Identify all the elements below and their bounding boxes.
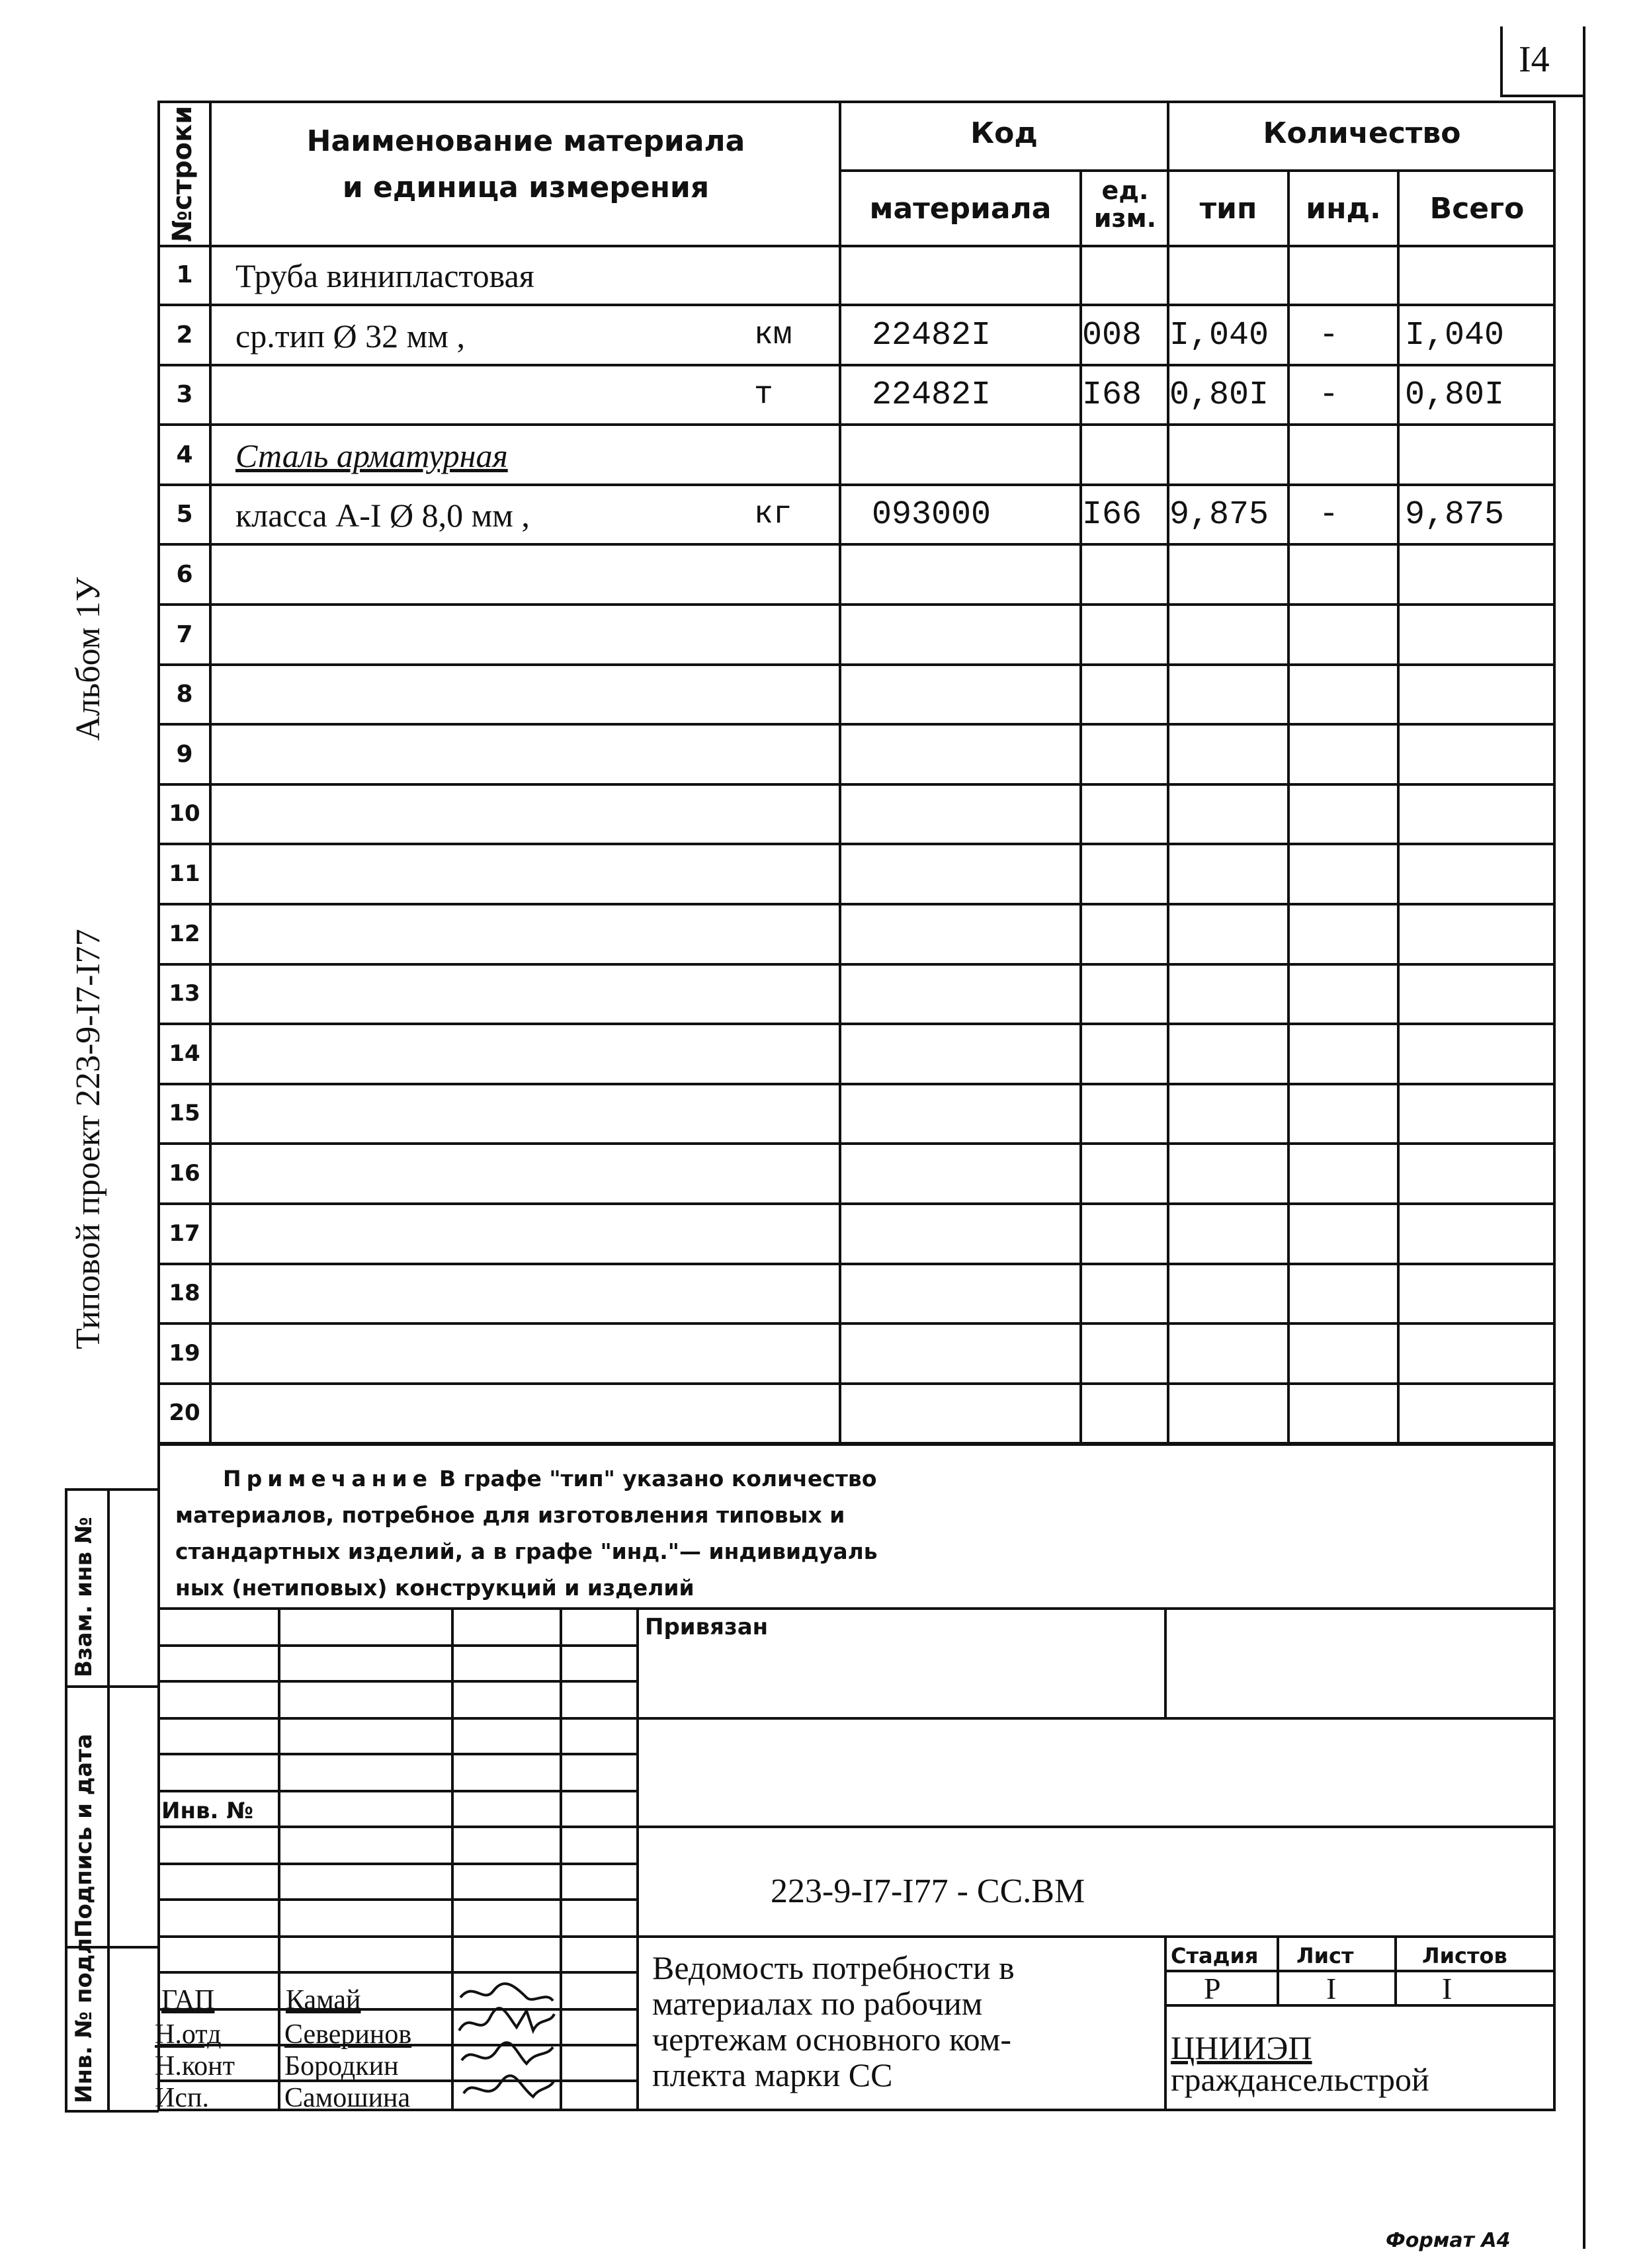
table-right-line — [1553, 101, 1556, 2111]
header-qty-ind: инд. — [1306, 192, 1381, 226]
col-rowno-line — [209, 101, 212, 1446]
table-row-line — [159, 1382, 1554, 1385]
row-qty-type: 9,875 — [1169, 496, 1269, 534]
col-total-line — [1397, 169, 1400, 1446]
tb-row-9 — [159, 1935, 1554, 1938]
tb-row-3 — [159, 1717, 638, 1720]
note-line-2: материалов, потребное для изготовления типовых и — [175, 1502, 845, 1528]
tb-organization — [1171, 2029, 1429, 2098]
col-code-line — [839, 101, 841, 1446]
table-row-line — [159, 1083, 1554, 1085]
tb-stage-value: Р — [1204, 1972, 1221, 2005]
stamp-inv-podl: Инв. № подл. — [71, 1929, 97, 2103]
row-qty-type: I,040 — [1169, 317, 1269, 355]
stamp-vzam-inv: Взам. инв № — [71, 1517, 97, 1677]
tb-title-line-1: Ведомость потребности в — [652, 1949, 1015, 1986]
tb-privyazan-bottom — [638, 1717, 1554, 1720]
table-row-line — [159, 1263, 1554, 1265]
tb-row-4 — [159, 1753, 638, 1755]
table-row-line — [159, 423, 1554, 426]
row-qty-type: 0,80I — [1169, 376, 1269, 414]
tb-row-2 — [159, 1680, 638, 1683]
table-top-line — [159, 101, 1556, 103]
table-row-line — [159, 783, 1554, 786]
header-qty-total: Всего — [1429, 192, 1525, 226]
signatory-role: Н.конт — [155, 2051, 235, 2081]
tb-mid-line — [638, 1826, 1554, 1828]
col-ind-line — [1287, 169, 1290, 1446]
row-number: 15 — [169, 1100, 200, 1126]
tb-title-line-2: материалах по рабочим — [652, 1985, 983, 2022]
row-number: 3 — [176, 381, 193, 408]
table-row-line — [159, 304, 1554, 306]
row-number: 17 — [169, 1220, 200, 1247]
table-row-line — [159, 963, 1554, 966]
row-code: 22482I — [872, 376, 991, 414]
row-number: 19 — [169, 1340, 200, 1366]
row-unit-code: I66 — [1082, 496, 1142, 534]
sheet-number: I4 — [1519, 39, 1550, 80]
header-subrow-line — [840, 169, 1554, 172]
row-number: 8 — [176, 681, 193, 708]
row-number: 16 — [169, 1160, 200, 1187]
header-qty-type: тип — [1199, 192, 1257, 226]
tb-privyazan: Привязан — [645, 1614, 769, 1640]
sheet-number-box-bottom — [1501, 95, 1585, 97]
tb-row-7 — [159, 1863, 638, 1865]
tb-stage-header-line — [1165, 1970, 1554, 1972]
row-qty-total: I,040 — [1405, 317, 1505, 355]
row-code: 093000 — [872, 496, 991, 534]
tb-privyazan-right — [1164, 1607, 1167, 1718]
tb-org-line-1: ЦНИИЭП — [1171, 2029, 1312, 2066]
table-row-line — [159, 1023, 1554, 1025]
note-line-4: ных (нетиповых) конструкций и изделий — [175, 1575, 695, 1601]
table-row-line — [159, 903, 1554, 905]
tb-col-3 — [560, 1607, 562, 2110]
stamp-bottom-line — [65, 2110, 159, 2113]
tb-org-line-2: граждансельстрой — [1171, 2061, 1429, 2098]
signatory-name: Камай — [286, 1985, 361, 2015]
row-number: 10 — [169, 800, 200, 827]
row-number: 5 — [176, 501, 193, 528]
row-number: 2 — [176, 321, 193, 349]
row-unit: км — [754, 317, 792, 353]
row-number: 12 — [169, 921, 200, 947]
note-block — [175, 1460, 878, 1606]
signatory-name: Северинов — [284, 2019, 412, 2050]
table-body-bottom-line — [159, 1443, 1554, 1446]
row-qty-total: 0,80I — [1405, 376, 1505, 414]
row-name: класса А-I Ø 8,0 мм , — [235, 497, 530, 534]
stamp-top-line — [65, 1488, 159, 1491]
table-row-line — [159, 1142, 1554, 1145]
note-line-1: Примечание В графе "тип" указано количество — [223, 1466, 877, 1491]
table-row-line — [159, 663, 1554, 666]
tb-title-line-3: чертежам основного ком- — [652, 2021, 1012, 2058]
tb-stage-col-2 — [1394, 1935, 1397, 2005]
row-qty-ind: - — [1319, 376, 1339, 414]
row-name: Сталь арматурная — [235, 437, 508, 474]
tb-col-4 — [636, 1607, 639, 2110]
header-name-line2: и единица измерения — [342, 171, 710, 204]
table-row-line — [159, 483, 1554, 486]
stamp-col-right — [107, 1488, 110, 2111]
tb-row-6 — [159, 1826, 638, 1828]
tb-row-8 — [159, 1898, 638, 1901]
tb-doc-code: 223-9-I7-I77 - СС.ВМ — [771, 1872, 1085, 1910]
row-qty-total: 9,875 — [1405, 496, 1505, 534]
tb-stage-col-1 — [1277, 1935, 1279, 2005]
table-row-line — [159, 603, 1554, 606]
header-code-unit: ед. изм. — [1093, 176, 1157, 233]
signatory-row-1 — [161, 1984, 361, 2016]
row-number: 11 — [169, 861, 200, 887]
tb-sheet-label: Лист — [1296, 1943, 1354, 1968]
signatory-row-3 — [155, 2050, 399, 2082]
tb-sheets-label: Листов — [1422, 1943, 1507, 1968]
format-label: Формат А4 — [1386, 2229, 1511, 2252]
row-number: 18 — [169, 1280, 200, 1306]
row-unit: кг — [754, 497, 792, 532]
table-row-line — [159, 543, 1554, 546]
col-qty-line — [1167, 101, 1169, 1446]
table-row-line — [159, 843, 1554, 845]
row-unit: т — [754, 377, 773, 413]
row-qty-ind: - — [1319, 496, 1339, 534]
table-row-line — [159, 1322, 1554, 1325]
album-text: Альбом 1У — [69, 577, 107, 741]
row-number: 13 — [169, 980, 200, 1007]
right-frame-line — [1583, 26, 1585, 2249]
row-unit-code: 008 — [1082, 317, 1142, 355]
header-name-line1: Наименование материала — [306, 124, 745, 158]
row-number: 14 — [169, 1040, 200, 1067]
tb-row-1 — [159, 1644, 638, 1647]
signatory-name: Бородкин — [284, 2051, 399, 2081]
signatory-row-4 — [155, 2082, 410, 2114]
stamp-col-left — [65, 1488, 67, 2111]
note-line-3: стандартных изделий, а в графе "инд."— индивидуаль — [175, 1538, 878, 1564]
sheet-number-box-left — [1500, 26, 1503, 97]
note-label: Примечание — [223, 1466, 433, 1491]
row-name: ср.тип Ø 32 мм , — [235, 317, 465, 355]
signatory-row-2 — [155, 2019, 411, 2050]
row-name: Труба винипластовая — [235, 257, 534, 294]
signatures-drawing — [454, 1978, 560, 2110]
tb-stage-label: Стадия — [1171, 1943, 1259, 1968]
header-qty-group: Количество — [1263, 116, 1461, 150]
stamp-podpis-data: Подпись и дата — [71, 1734, 97, 1938]
header-row-number: №строки — [167, 105, 198, 242]
signatory-role: ГАП — [161, 1985, 215, 2015]
table-row-line — [159, 723, 1554, 726]
tb-title-line-4: плекта марки СС — [652, 2056, 893, 2093]
row-number: 4 — [176, 441, 193, 468]
tb-stage-value-line — [1165, 2004, 1554, 2007]
tb-title — [652, 1950, 1015, 2093]
row-code: 22482I — [872, 317, 991, 355]
tb-row-10 — [159, 1971, 638, 1974]
stamp-sep-1 — [65, 1685, 159, 1688]
row-number: 9 — [176, 741, 193, 768]
row-number: 7 — [176, 621, 193, 648]
row-number: 6 — [176, 561, 193, 588]
signatory-role: Н.отд — [155, 2019, 222, 2050]
row-number: 20 — [169, 1400, 200, 1426]
header-code-material: материала — [869, 192, 1052, 226]
tb-inv-no: Инв. № — [161, 1798, 254, 1824]
tb-stage-left — [1164, 1935, 1167, 2110]
signatory-name: Самошина — [284, 2083, 411, 2113]
signatory-role: Исп. — [155, 2083, 209, 2113]
header-code-group: Код — [970, 116, 1038, 150]
row-number: 1 — [176, 261, 193, 288]
row-qty-ind: - — [1319, 317, 1339, 355]
table-row-line — [159, 1202, 1554, 1205]
row-unit-code: I68 — [1082, 376, 1142, 414]
tb-sheet-value: I — [1326, 1972, 1337, 2005]
table-row-line — [159, 364, 1554, 366]
header-bottom-line — [159, 245, 1554, 247]
tb-top-line — [159, 1607, 1554, 1610]
col-unitcode-line — [1079, 169, 1082, 1446]
tb-row-5 — [159, 1790, 638, 1792]
binding-text: Типовой проект 223-9-I7-I77 — [69, 929, 107, 1349]
tb-sheets-value: I — [1442, 1972, 1453, 2005]
